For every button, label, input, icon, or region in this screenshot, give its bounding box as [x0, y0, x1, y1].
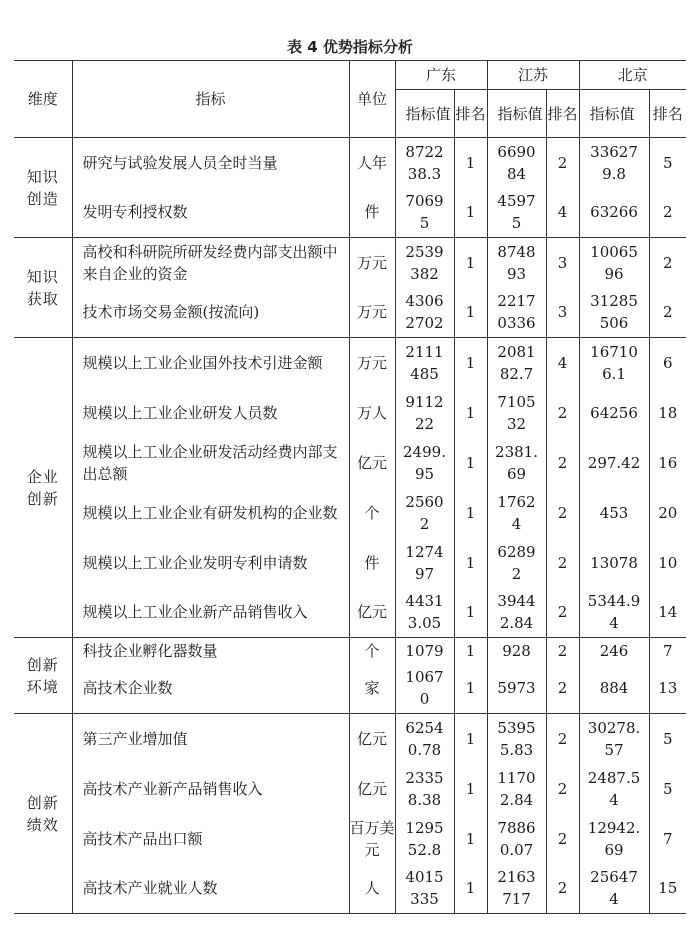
table-row: [14, 138, 686, 188]
guangdong-value-cell: 62540.78: [395, 714, 454, 764]
guangdong-rank-cell: 1: [454, 388, 487, 438]
table-row: [14, 238, 686, 288]
beijing-value-cell: 256474: [579, 864, 649, 914]
jiangsu-value-cell: 928: [487, 638, 546, 664]
jiangsu-value-cell: 62892: [487, 538, 546, 588]
table-row: [14, 864, 686, 914]
indicator-cell: 高技术产业新产品销售收入: [72, 764, 349, 814]
indicator-cell: 规模以上工业企业研发人员数: [72, 388, 349, 438]
beijing-value-cell: 884: [579, 664, 649, 714]
guangdong-value-cell: 872238.3: [395, 138, 454, 188]
dimension-cell: 创新环境: [14, 638, 72, 714]
dimension-cell: 知识获取: [14, 238, 72, 338]
beijing-rank-cell: 2: [649, 238, 686, 288]
jiangsu-value-cell: 208182.7: [487, 338, 546, 388]
header-dimension: 维度: [14, 61, 72, 138]
guangdong-rank-cell: 1: [454, 588, 487, 638]
beijing-value-cell: 31285506: [579, 288, 649, 338]
guangdong-rank-cell: 1: [454, 288, 487, 338]
beijing-value-cell: 13078: [579, 538, 649, 588]
indicator-cell: 规模以上工业企业有研发机构的企业数: [72, 488, 349, 538]
table-row: [14, 388, 686, 438]
unit-cell: 亿元: [349, 588, 395, 638]
jiangsu-value-cell: 874893: [487, 238, 546, 288]
jiangsu-rank-cell: 4: [546, 338, 579, 388]
indicator-cell: 高校和科研院所研发经费内部支出额中来自企业的资金: [72, 238, 349, 288]
jiangsu-rank-cell: 2: [546, 638, 579, 664]
jiangsu-value-cell: 669084: [487, 138, 546, 188]
unit-cell: 个: [349, 488, 395, 538]
guangdong-rank-cell: 1: [454, 488, 487, 538]
jiangsu-rank-cell: 2: [546, 814, 579, 864]
table-row: [14, 438, 686, 488]
indicator-cell: 科技企业孵化器数量: [72, 638, 349, 664]
guangdong-value-cell: 44313.05: [395, 588, 454, 638]
indicator-cell: 高技术产品出口额: [72, 814, 349, 864]
jiangsu-rank-cell: 2: [546, 764, 579, 814]
header-region-beijing: 北京: [579, 61, 686, 90]
beijing-value-cell: 2487.54: [579, 764, 649, 814]
jiangsu-value-cell: 22170336: [487, 288, 546, 338]
header-unit: 单位: [349, 61, 395, 138]
guangdong-value-cell: 10670: [395, 664, 454, 714]
guangdong-value-cell: 23358.38: [395, 764, 454, 814]
guangdong-value-cell: 2499.95: [395, 438, 454, 488]
guangdong-rank-cell: 1: [454, 714, 487, 764]
unit-cell: 百万美元: [349, 814, 395, 864]
beijing-value-cell: 5344.94: [579, 588, 649, 638]
guangdong-value-cell: 129552.8: [395, 814, 454, 864]
jiangsu-rank-cell: 2: [546, 138, 579, 188]
guangdong-rank-cell: 1: [454, 764, 487, 814]
beijing-rank-cell: 2: [649, 288, 686, 338]
beijing-value-cell: 297.42: [579, 438, 649, 488]
table-row: [14, 488, 686, 538]
header-rank: 排名: [454, 90, 487, 138]
indicator-cell: 规模以上工业企业研发活动经费内部支出总额: [72, 438, 349, 488]
indicator-cell: 发明专利授权数: [72, 188, 349, 238]
header-value: 指标值: [487, 90, 546, 138]
beijing-rank-cell: 6: [649, 338, 686, 388]
beijing-rank-cell: 2: [649, 188, 686, 238]
jiangsu-value-cell: 39442.84: [487, 588, 546, 638]
jiangsu-rank-cell: 2: [546, 538, 579, 588]
header-value: 指标值: [579, 90, 649, 138]
guangdong-rank-cell: 1: [454, 814, 487, 864]
indicator-cell: 高技术企业数: [72, 664, 349, 714]
guangdong-value-cell: 127497: [395, 538, 454, 588]
beijing-rank-cell: 7: [649, 814, 686, 864]
beijing-value-cell: 64256: [579, 388, 649, 438]
jiangsu-rank-cell: 2: [546, 388, 579, 438]
guangdong-value-cell: 70695: [395, 188, 454, 238]
jiangsu-rank-cell: 2: [546, 664, 579, 714]
indicator-cell: 规模以上工业企业新产品销售收入: [72, 588, 349, 638]
guangdong-rank-cell: 1: [454, 638, 487, 664]
unit-cell: 家: [349, 664, 395, 714]
indicator-cell: 第三产业增加值: [72, 714, 349, 764]
indicator-cell: 技术市场交易金额(按流向): [72, 288, 349, 338]
jiangsu-value-cell: 53955.83: [487, 714, 546, 764]
jiangsu-value-cell: 2381.69: [487, 438, 546, 488]
jiangsu-rank-cell: 3: [546, 238, 579, 288]
unit-cell: 亿元: [349, 714, 395, 764]
beijing-rank-cell: 16: [649, 438, 686, 488]
guangdong-value-cell: 25602: [395, 488, 454, 538]
beijing-value-cell: 167106.1: [579, 338, 649, 388]
jiangsu-rank-cell: 2: [546, 588, 579, 638]
table-title: 表 4 优势指标分析: [287, 38, 413, 56]
header-indicator: 指标: [72, 61, 349, 138]
table-row: [14, 538, 686, 588]
table-row: [14, 664, 686, 714]
unit-cell: 人: [349, 864, 395, 914]
beijing-value-cell: 453: [579, 488, 649, 538]
unit-cell: 亿元: [349, 764, 395, 814]
beijing-rank-cell: 5: [649, 714, 686, 764]
unit-cell: 件: [349, 188, 395, 238]
advantage-indicator-table: [14, 60, 686, 914]
guangdong-rank-cell: 1: [454, 188, 487, 238]
table-row: [14, 338, 686, 388]
beijing-value-cell: 63266: [579, 188, 649, 238]
guangdong-rank-cell: 1: [454, 338, 487, 388]
table-row: [14, 188, 686, 238]
jiangsu-rank-cell: 2: [546, 438, 579, 488]
jiangsu-value-cell: 5973: [487, 664, 546, 714]
beijing-rank-cell: 5: [649, 138, 686, 188]
beijing-rank-cell: 5: [649, 764, 686, 814]
jiangsu-rank-cell: 2: [546, 488, 579, 538]
guangdong-rank-cell: 1: [454, 538, 487, 588]
dimension-cell: 企业创新: [14, 338, 72, 638]
header-region-guangdong: 广东: [395, 61, 487, 90]
unit-cell: 人年: [349, 138, 395, 188]
guangdong-value-cell: 43062702: [395, 288, 454, 338]
unit-cell: 亿元: [349, 438, 395, 488]
table-row: [14, 638, 686, 664]
table-row: [14, 588, 686, 638]
header-value: 指标值: [395, 90, 454, 138]
beijing-rank-cell: 13: [649, 664, 686, 714]
guangdong-rank-cell: 1: [454, 664, 487, 714]
unit-cell: 件: [349, 538, 395, 588]
beijing-value-cell: 246: [579, 638, 649, 664]
indicator-cell: 研究与试验发展人员全时当量: [72, 138, 349, 188]
indicator-cell: 规模以上工业企业国外技术引进金额: [72, 338, 349, 388]
dimension-cell: 创新绩效: [14, 714, 72, 914]
unit-cell: 个: [349, 638, 395, 664]
header-region-jiangsu: 江苏: [487, 61, 579, 90]
jiangsu-value-cell: 78860.07: [487, 814, 546, 864]
guangdong-value-cell: 2111485: [395, 338, 454, 388]
unit-cell: 万元: [349, 238, 395, 288]
jiangsu-value-cell: 45975: [487, 188, 546, 238]
beijing-value-cell: 30278.57: [579, 714, 649, 764]
jiangsu-value-cell: 11702.84: [487, 764, 546, 814]
jiangsu-value-cell: 710532: [487, 388, 546, 438]
guangdong-value-cell: 911222: [395, 388, 454, 438]
header-rank: 排名: [546, 90, 579, 138]
guangdong-value-cell: 2539382: [395, 238, 454, 288]
indicator-cell: 规模以上工业企业发明专利申请数: [72, 538, 349, 588]
beijing-rank-cell: 7: [649, 638, 686, 664]
table-body: [14, 138, 686, 914]
guangdong-rank-cell: 1: [454, 238, 487, 288]
indicator-cell: 高技术产业就业人数: [72, 864, 349, 914]
jiangsu-rank-cell: 4: [546, 188, 579, 238]
guangdong-rank-cell: 1: [454, 864, 487, 914]
guangdong-value-cell: 4015335: [395, 864, 454, 914]
beijing-rank-cell: 18: [649, 388, 686, 438]
beijing-value-cell: 1006596: [579, 238, 649, 288]
header-row-regions: [14, 61, 686, 90]
unit-cell: 万元: [349, 288, 395, 338]
jiangsu-value-cell: 17624: [487, 488, 546, 538]
guangdong-rank-cell: 1: [454, 138, 487, 188]
jiangsu-rank-cell: 2: [546, 714, 579, 764]
beijing-rank-cell: 14: [649, 588, 686, 638]
beijing-value-cell: 336279.8: [579, 138, 649, 188]
beijing-rank-cell: 10: [649, 538, 686, 588]
guangdong-rank-cell: 1: [454, 438, 487, 488]
beijing-rank-cell: 20: [649, 488, 686, 538]
jiangsu-value-cell: 2163717: [487, 864, 546, 914]
dimension-cell: 知识创造: [14, 138, 72, 238]
beijing-rank-cell: 15: [649, 864, 686, 914]
table-row: [14, 764, 686, 814]
jiangsu-rank-cell: 3: [546, 288, 579, 338]
beijing-value-cell: 12942.69: [579, 814, 649, 864]
unit-cell: 万元: [349, 338, 395, 388]
jiangsu-rank-cell: 2: [546, 864, 579, 914]
table-row: [14, 714, 686, 764]
table-row: [14, 288, 686, 338]
unit-cell: 万人: [349, 388, 395, 438]
guangdong-value-cell: 1079: [395, 638, 454, 664]
table-row: [14, 814, 686, 864]
header-rank: 排名: [649, 90, 686, 138]
